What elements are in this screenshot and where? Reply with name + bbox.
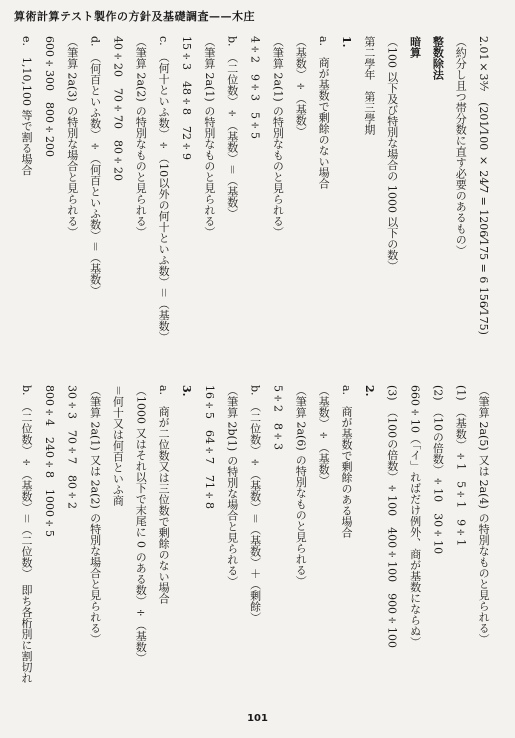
text-column: b. （二位数）÷（基数）＝（基数）＋（剰餘） — [248, 385, 262, 624]
text-column: 2. — [362, 385, 376, 397]
text-column: （1000 又はそれ以下で末尾に 0 のある数）÷（基数） — [134, 385, 148, 664]
text-column: 800÷4 240÷8 1000÷5 — [42, 385, 56, 537]
text-column: a. 商が基数で剰餘のない場合 — [317, 36, 331, 190]
text-column: 5÷2 8÷3 — [271, 385, 285, 450]
text-column: b. （二位数）÷（基数）＝（基数） — [225, 36, 239, 220]
text-column: b. （二位数）÷（基数）＝（二位数） 即ち各桁別に割切れ — [20, 385, 33, 684]
text-column: （約分し且つ帯分数に直す必要のあるもの） — [454, 36, 468, 256]
text-column: （基数）÷（基数） — [317, 385, 331, 486]
text-column: 40÷20 70÷70 80÷20 — [111, 36, 125, 181]
text-column: (1) （基数）÷1 5÷1 9÷1 — [454, 385, 468, 547]
text-column: 3. — [180, 385, 193, 397]
text-column: （筆算 2a(5) 又は 2a(4) の特別なものと見られる） — [477, 385, 491, 645]
text-column: 600÷300 800÷200 — [42, 36, 56, 157]
text-column: d. （何百といふ数）÷（何百といふ数）＝（基数） — [88, 36, 102, 297]
text-column: e. 1,10,100 等で割る場合 — [20, 36, 33, 176]
text-column: c. （何十といふ数）÷（10以外の何十といふ数）＝（基数） — [157, 36, 171, 343]
text-column: 30÷3 70÷7 80÷2 — [65, 385, 79, 509]
text-column: （100 以下及び特別な場合の 1000 以下の数） — [385, 36, 399, 272]
text-column: （筆算 2a(1) の特別なものと見られる） — [202, 36, 216, 238]
text-column: （筆算 2a(2) の特別なものと見られる） — [134, 36, 148, 238]
text-column: 15÷3 48÷8 72÷9 — [180, 36, 193, 160]
text-column: 1. — [340, 36, 353, 48]
text-column: ＝何十又は何百といふ商 — [111, 385, 125, 506]
text-column: 暗算 — [408, 36, 422, 58]
text-column: a. 商が二位数又は三位数で剰餘のない場合 — [157, 385, 171, 605]
text-column: 16÷5 64÷7 71÷8 — [202, 385, 216, 509]
text-column: 4÷2 9÷3 5÷5 — [248, 36, 262, 139]
text-column: 整数除法 — [431, 36, 445, 80]
running-header: 算術計算テスト製作の方針及基礎調査——木庄 — [14, 10, 256, 23]
text-column: 660÷10（「イ」ればだけ例外、商が基数にならぬ） — [408, 385, 422, 648]
text-column: 2.01×3³⁄₇ (201⁄100 × 24⁄7 = 1206⁄175 = 6 156⁄175) — [477, 36, 491, 335]
text-column: a. 商が基数で剰餘のある場合 — [340, 385, 353, 539]
text-column: （基数）÷（基数） — [294, 36, 308, 137]
text-column: 第二學年 第三學期 — [362, 36, 376, 135]
text-column: （筆算 2a(1) の特別なものと見られる） — [271, 36, 285, 238]
text-column: (2) （10の倍数）÷10 30÷10 — [431, 385, 445, 555]
text-column: （筆算 2a(6) の特別なものと見られる） — [294, 385, 308, 587]
text-column: （筆算 2a(3) の特別な場合と見られる） — [65, 36, 79, 238]
text-column: （筆算 2b(1) の特別な場合と見られる） — [225, 385, 239, 587]
page-number: 101 — [247, 713, 268, 724]
text-column: (3) （100の倍数）÷100 400÷100 900÷100 — [385, 385, 399, 649]
text-column: （筆算 2a(1) 又は 2a(2) の特別な場合と見られる） — [88, 385, 102, 645]
